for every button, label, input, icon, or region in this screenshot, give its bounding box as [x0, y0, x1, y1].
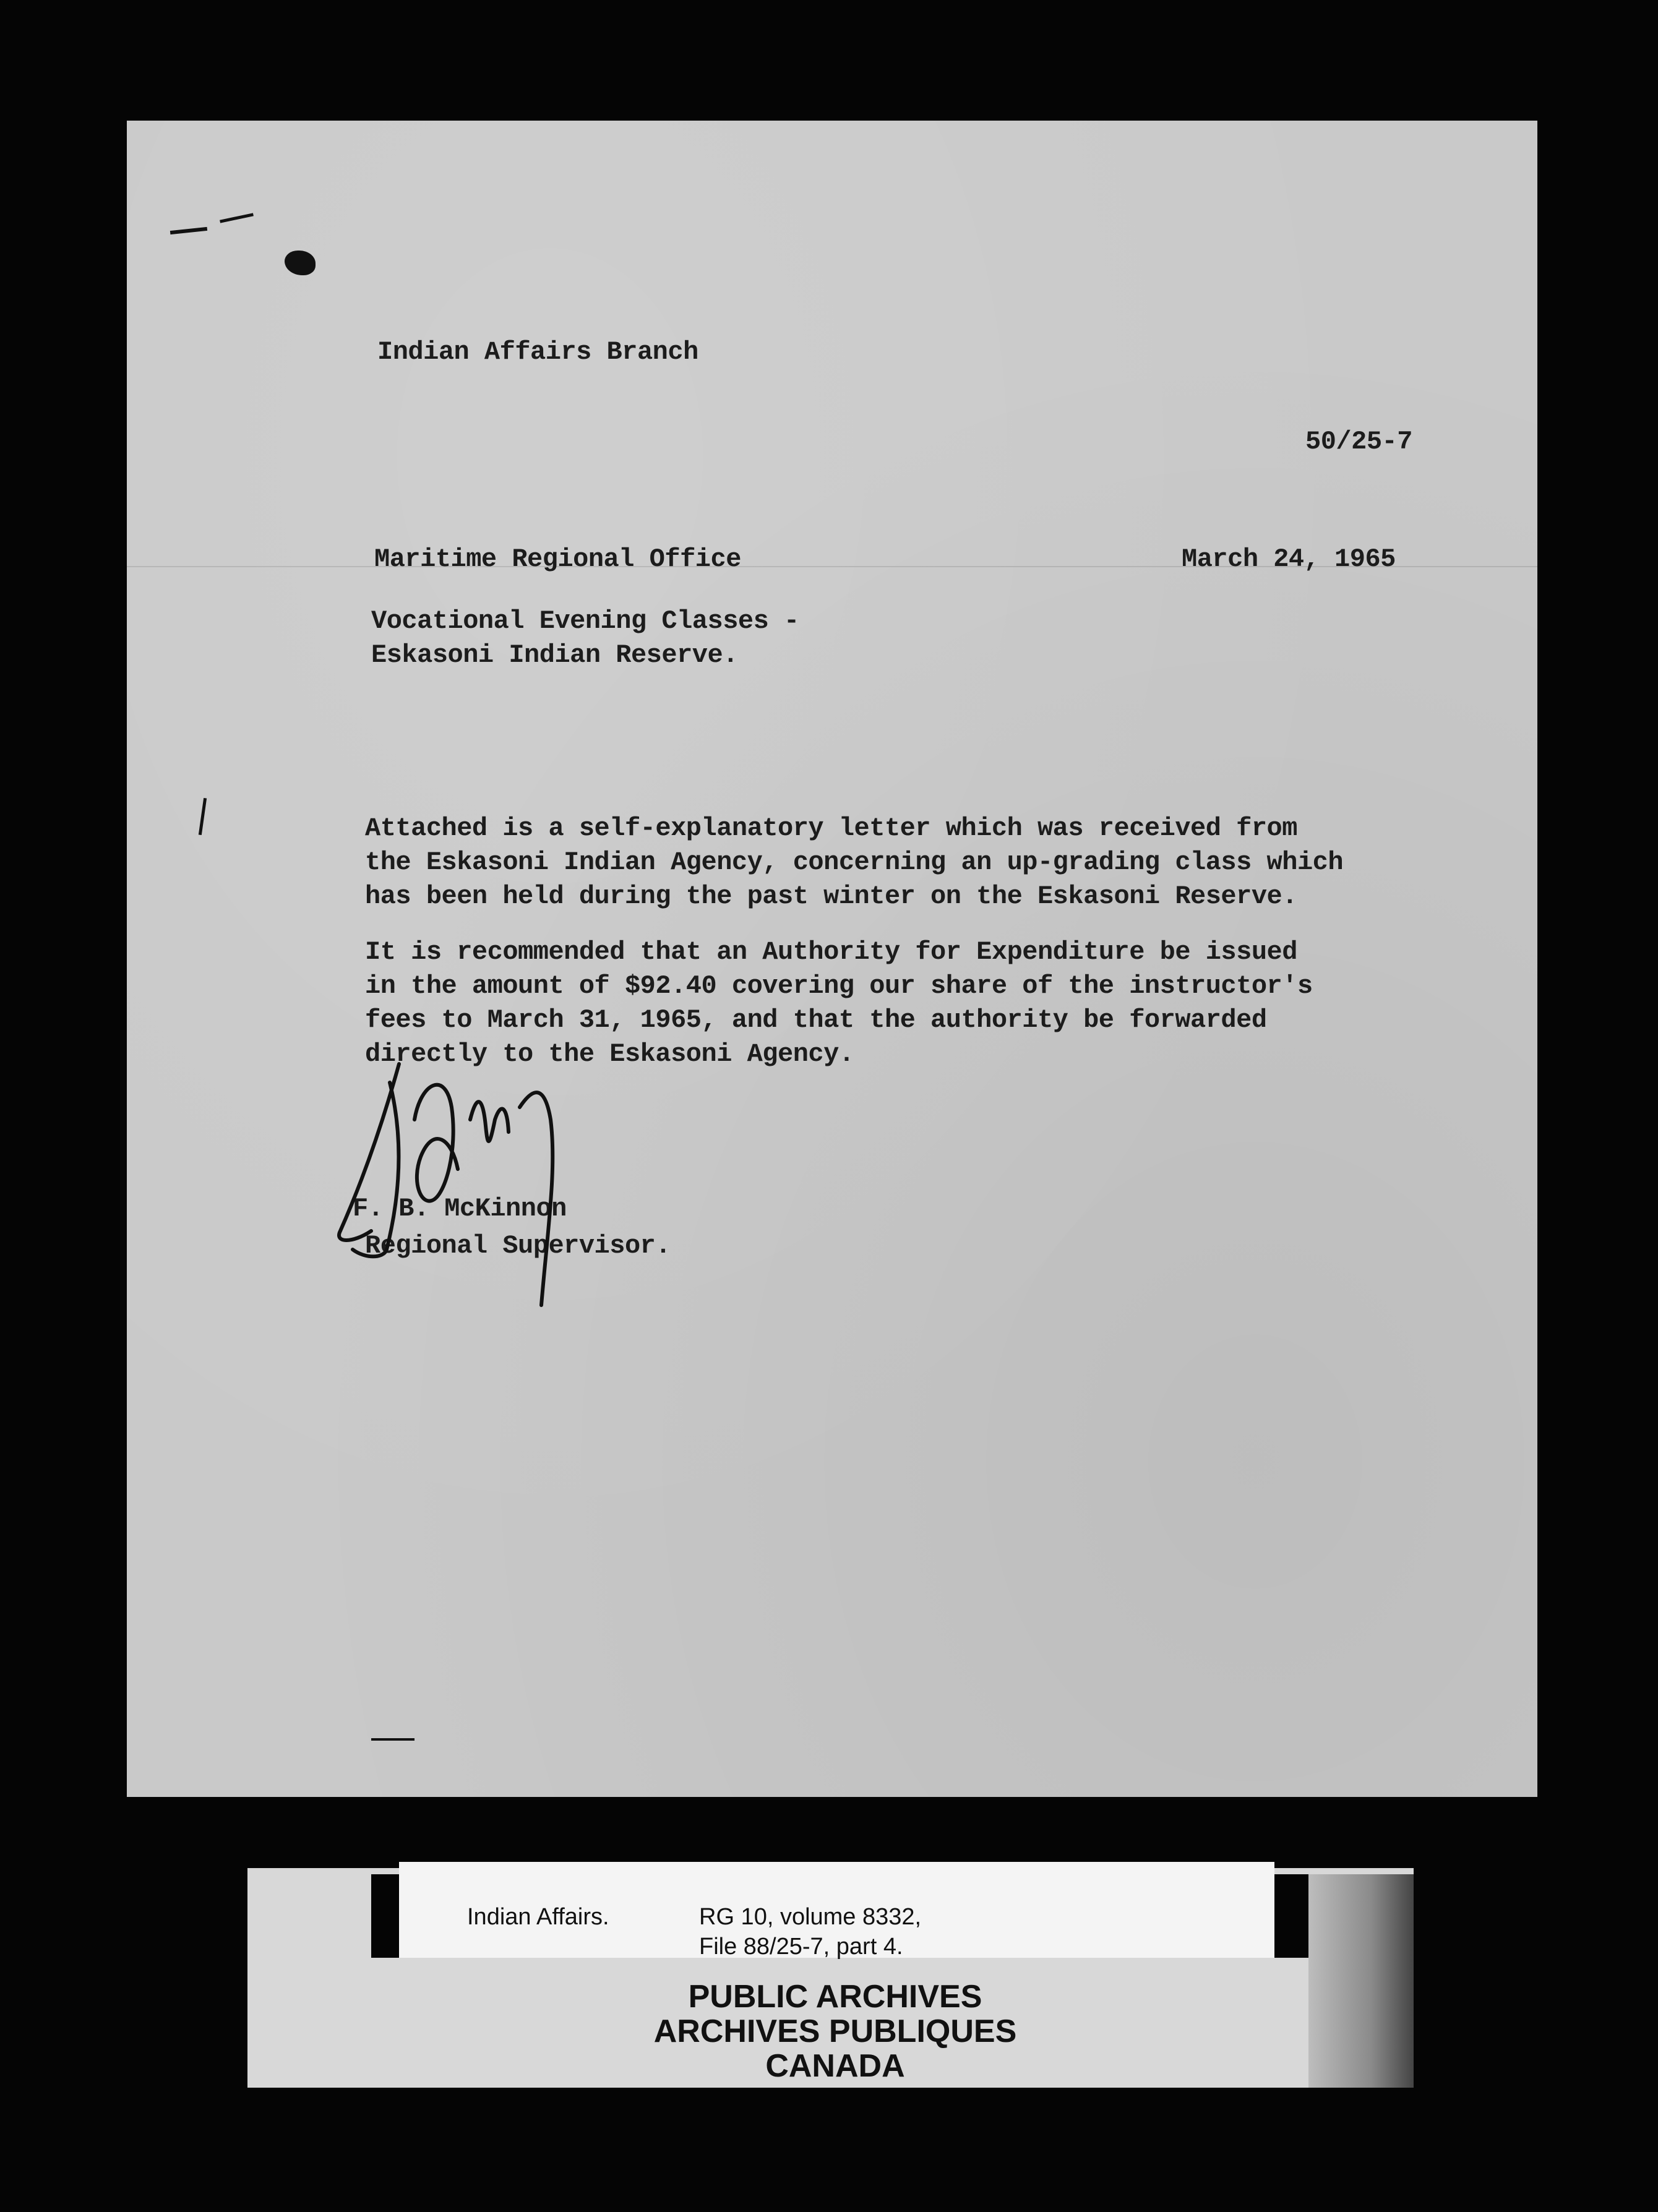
- signatory-name: F. B. McKinnon: [353, 1194, 567, 1224]
- ink-mark: [220, 213, 254, 223]
- handwritten-signature: [328, 1045, 637, 1311]
- subject-line: Eskasoni Indian Reserve.: [371, 640, 738, 670]
- label-notch: [371, 1874, 399, 1958]
- signatory-title: Regional Supervisor.: [365, 1231, 671, 1261]
- paragraph-line: directly to the Eskasoni Agency.: [365, 1039, 854, 1069]
- reference-collection: Indian Affairs.: [467, 1904, 609, 1930]
- paragraph-line: has been held during the past winter on the Eskasoni Reserve.: [365, 881, 1297, 911]
- paragraph-line: It is recommended that an Authority for Expenditure be issued: [365, 937, 1297, 967]
- file-number: 50/25-7: [1305, 427, 1412, 457]
- paragraph-line: in the amount of $92.40 covering our share of the instructor's: [365, 971, 1313, 1001]
- paragraph-line: Attached is a self-explanatory letter which was received from: [365, 813, 1297, 843]
- reference-line: RG 10, volume 8332,: [699, 1904, 922, 1930]
- reference-line: File 88/25-7, part 4.: [699, 1934, 903, 1960]
- archives-stamp: [557, 1979, 1114, 2083]
- paragraph-line: the Eskasoni Indian Agency, concerning an up-grading class which: [365, 847, 1344, 877]
- paragraph-line: fees to March 31, 1965, and that the authority be forwarded: [365, 1005, 1267, 1035]
- corner-tick-mark: [371, 1738, 414, 1741]
- archives-stamp-line: CANADA: [765, 2048, 905, 2084]
- archives-stamp-line: PUBLIC ARCHIVES: [688, 1979, 982, 2015]
- archives-stamp-line: ARCHIVES PUBLIQUES: [653, 2013, 1017, 2049]
- letter-date: March 24, 1965: [1182, 544, 1396, 574]
- punch-hole-mark: [285, 251, 316, 275]
- from-office: Maritime Regional Office: [374, 544, 741, 574]
- label-notch: [1274, 1874, 1308, 1958]
- label-shadow: [1308, 1874, 1414, 2088]
- ink-mark: [170, 227, 207, 234]
- subject-line: Vocational Evening Classes -: [371, 606, 799, 636]
- letter-header: Indian Affairs Branch: [377, 337, 698, 367]
- margin-tick-mark: [199, 798, 207, 835]
- letter-page: [127, 121, 1537, 1797]
